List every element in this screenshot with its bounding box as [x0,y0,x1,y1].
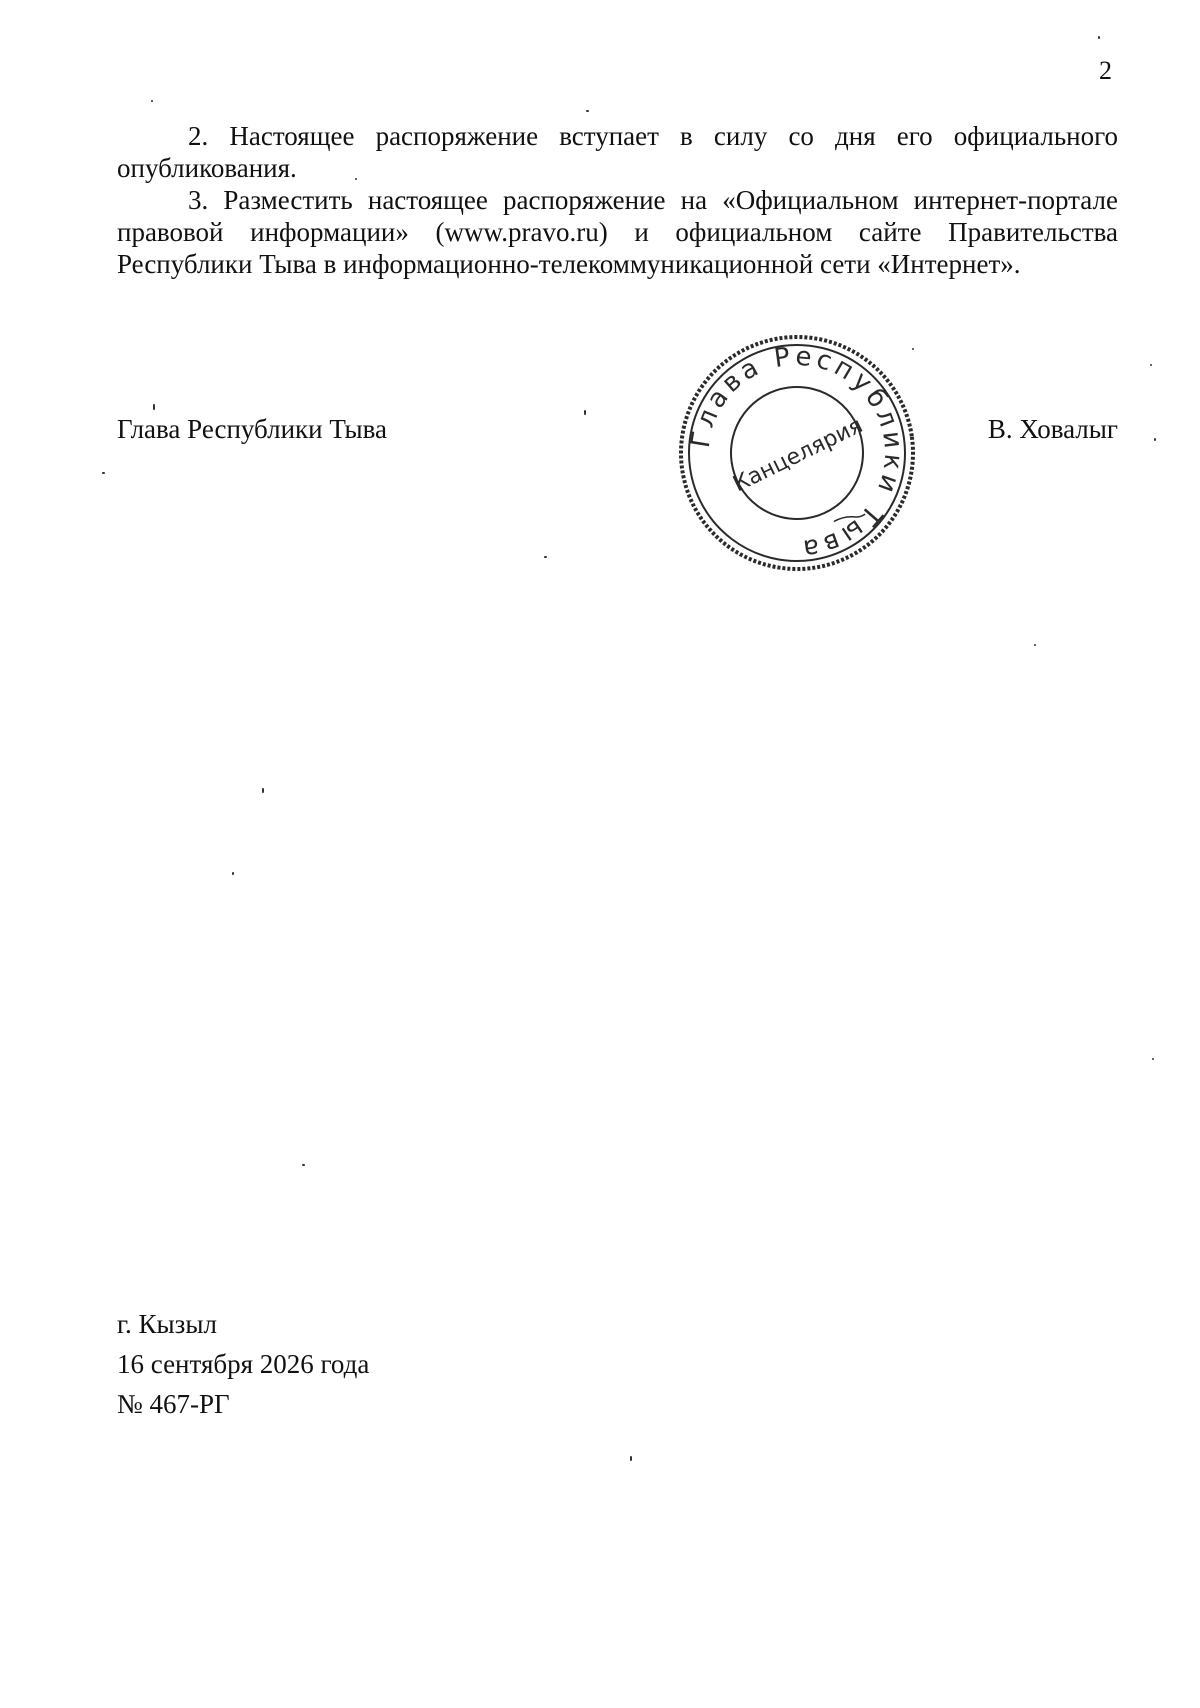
document-number: № 467-РГ [117,1389,230,1419]
svg-text:Канцелярия: Канцелярия [729,413,867,498]
scan-speck [586,110,589,112]
svg-text:Глава Республики Тыва: Глава Республики Тыва [685,341,909,565]
scan-speck [912,348,914,350]
scan-speck [1098,36,1100,39]
scan-speck [1152,1058,1154,1060]
scan-speck [153,404,155,410]
scan-speck [302,1164,305,1166]
scan-speck [544,556,547,558]
scan-speck [1154,438,1156,441]
signatory-name: В. Ховалыг [987,414,1118,444]
scan-speck [1034,644,1036,646]
signatory-position: Глава Республики Тыва [117,414,388,444]
scan-speck [355,178,357,180]
scan-speck [584,410,586,415]
page-number: 2 [1099,56,1112,85]
scan-speck [232,872,234,875]
scan-speck [630,1456,632,1461]
document-body [117,120,1118,280]
scan-speck [262,788,264,793]
scan-speck [151,100,153,102]
stamp-seal-icon [674,330,920,576]
city-line: г. Кызыл [117,1309,217,1339]
official-stamp [674,330,920,576]
document-footer [117,1304,369,1424]
signature-block [117,414,1118,454]
paragraph-2: 2. Настоящее распоряжение вступает в силу со дня его официального опубликования. [117,121,1118,183]
scan-speck [102,472,105,474]
scan-speck [1150,364,1152,366]
date-line: 16 сентября 2026 года [117,1349,370,1379]
paragraph-3: 3. Разместить настоящее распоряжение на «Официальном интернет-портале правовой информации» (www.pravo.ru) и официальном сайте Правительства Республики Тыва в информационно-телекоммуникационной сети «Интернет». [117,185,1118,279]
